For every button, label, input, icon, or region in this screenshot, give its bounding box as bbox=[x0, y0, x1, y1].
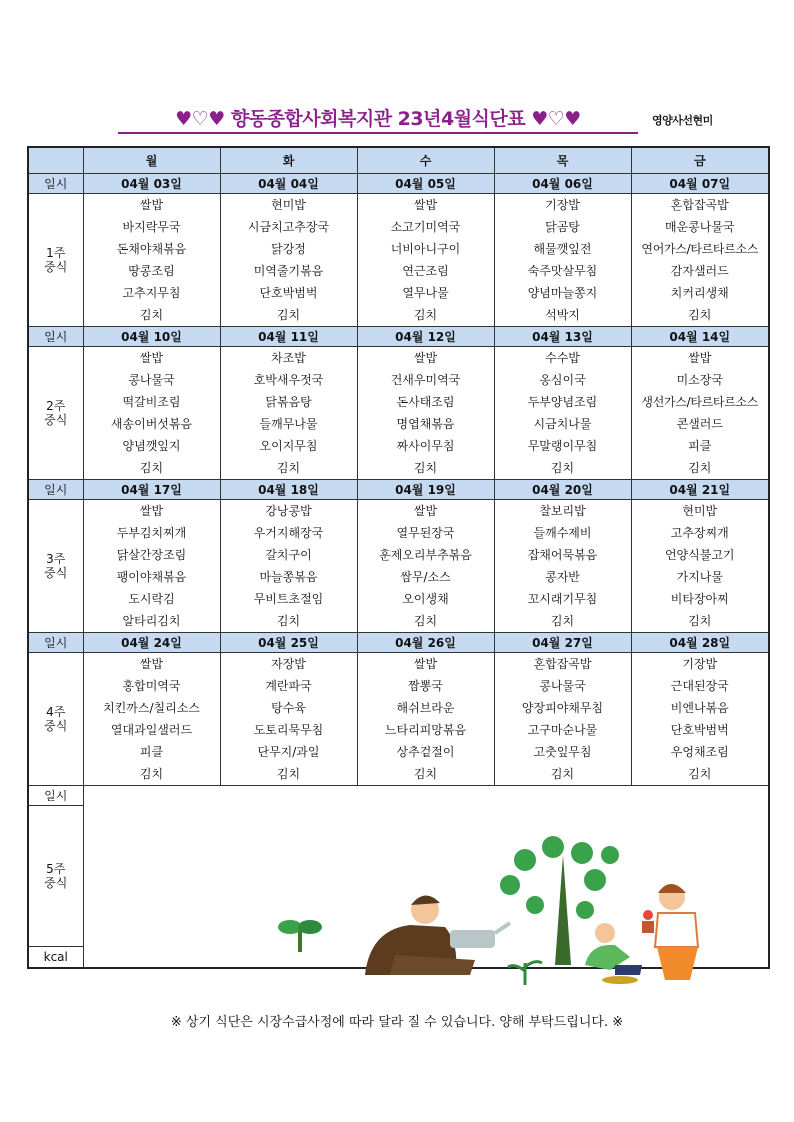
menu-item: 가지나물 bbox=[631, 566, 769, 588]
menu-item: 잡채어묵볶음 bbox=[494, 544, 631, 566]
menu-item: 닭곰탕 bbox=[494, 216, 631, 238]
menu-item: 옹심이국 bbox=[494, 369, 631, 391]
footer-note: ※ 상기 식단은 시장수급사정에 따라 달라 질 수 있습니다. 양해 부탁드립니다. ※ bbox=[170, 1015, 624, 1030]
menu-item: 미소장국 bbox=[631, 369, 769, 391]
kcal-label: kcal bbox=[28, 947, 83, 969]
menu-item: 열대과일샐러드 bbox=[83, 719, 220, 741]
menu-item: 김치 bbox=[83, 763, 220, 786]
menu-row bbox=[28, 238, 769, 260]
menu-item: 열무나물 bbox=[357, 282, 494, 304]
small-tree-leaf-right bbox=[298, 920, 322, 934]
menu-item: 무말랭이무침 bbox=[494, 435, 631, 457]
menu-item: 팽이야채볶음 bbox=[83, 566, 220, 588]
menu-item: 바지락무국 bbox=[83, 216, 220, 238]
menu-row bbox=[28, 282, 769, 304]
menu-item: 건새우미역국 bbox=[357, 369, 494, 391]
date-thu: 04월 27일 bbox=[494, 633, 631, 653]
menu-item: 쌀밥 bbox=[357, 653, 494, 676]
week5-label-line2: 중식 bbox=[44, 876, 68, 890]
menu-item: 우거지해장국 bbox=[220, 522, 357, 544]
menu-item: 자장밥 bbox=[220, 653, 357, 676]
menu-item: 단호박범벅 bbox=[220, 282, 357, 304]
flower bbox=[643, 910, 653, 920]
flower-pot bbox=[642, 921, 654, 933]
date-thu: 04월 13일 bbox=[494, 327, 631, 347]
author-name: 영양사선현미 bbox=[652, 114, 713, 127]
date-mon: 04월 24일 bbox=[83, 633, 220, 653]
menu-item: 짜사이무침 bbox=[357, 435, 494, 457]
menu-item: 단무지/과일 bbox=[220, 741, 357, 763]
menu-item: 김치 bbox=[631, 304, 769, 327]
menu-item: 알타리김치 bbox=[83, 610, 220, 633]
menu-item: 김치 bbox=[357, 457, 494, 480]
menu-item: 마늘쫑볶음 bbox=[220, 566, 357, 588]
menu-row bbox=[28, 675, 769, 697]
menu-item: 근대된장국 bbox=[631, 675, 769, 697]
menu-item: 무비트초절임 bbox=[220, 588, 357, 610]
menu-item: 돈사태조림 bbox=[357, 391, 494, 413]
menu-item: 단호박범벅 bbox=[631, 719, 769, 741]
soil-patch bbox=[602, 976, 638, 984]
week3-date-row bbox=[28, 480, 769, 500]
menu-item: 비타장아찌 bbox=[631, 588, 769, 610]
date-mon: 04월 17일 bbox=[83, 480, 220, 500]
menu-item: 꼬시래기무침 bbox=[494, 588, 631, 610]
menu-item: 시금치고추장국 bbox=[220, 216, 357, 238]
menu-item: 언양식불고기 bbox=[631, 544, 769, 566]
date-fri: 04월 21일 bbox=[631, 480, 769, 500]
menu-item: 김치 bbox=[357, 304, 494, 327]
header-day-thu: 목 bbox=[494, 147, 631, 174]
week-label bbox=[28, 347, 83, 480]
menu-item: 미역줄기볶음 bbox=[220, 260, 357, 282]
menu-item: 오이지무침 bbox=[220, 435, 357, 457]
week-label bbox=[28, 653, 83, 786]
menu-item: 치킨까스/칠리소스 bbox=[83, 697, 220, 719]
menu-item: 고추장찌개 bbox=[631, 522, 769, 544]
date-wed: 04월 26일 bbox=[357, 633, 494, 653]
date-tue: 04월 04일 bbox=[220, 174, 357, 194]
menu-row bbox=[28, 741, 769, 763]
menu-item: 김치 bbox=[83, 457, 220, 480]
date-fri: 04월 07일 bbox=[631, 174, 769, 194]
header-day-wed: 수 bbox=[357, 147, 494, 174]
week-label-line2: 중식 bbox=[44, 260, 68, 274]
menu-item: 소고기미역국 bbox=[357, 216, 494, 238]
header-day-fri: 금 bbox=[631, 147, 769, 174]
man-legs bbox=[390, 955, 475, 975]
menu-item: 열무된장국 bbox=[357, 522, 494, 544]
menu-row bbox=[28, 391, 769, 413]
menu-item: 새송이버섯볶음 bbox=[83, 413, 220, 435]
menu-item: 생선가스/타르타르소스 bbox=[631, 391, 769, 413]
hearts-right: ♥♡♥ bbox=[531, 108, 581, 130]
week-label-line2: 중식 bbox=[44, 413, 68, 427]
header-day-tue: 화 bbox=[220, 147, 357, 174]
menu-item: 양념깻잎지 bbox=[83, 435, 220, 457]
menu-item: 호박새우젓국 bbox=[220, 369, 357, 391]
menu-item: 숙주맛살무침 bbox=[494, 260, 631, 282]
date-thu: 04월 20일 bbox=[494, 480, 631, 500]
woman-pants bbox=[657, 947, 698, 980]
menu-item: 시금치나물 bbox=[494, 413, 631, 435]
date-wed: 04월 19일 bbox=[357, 480, 494, 500]
menu-item: 탕수육 bbox=[220, 697, 357, 719]
menu-item: 차조밥 bbox=[220, 347, 357, 370]
menu-item: 비엔나볶음 bbox=[631, 697, 769, 719]
date-thu: 04월 06일 bbox=[494, 174, 631, 194]
menu-item: 들깨무나물 bbox=[220, 413, 357, 435]
menu-item: 혼합잡곡밥 bbox=[631, 194, 769, 217]
sprout bbox=[508, 962, 542, 985]
menu-item: 기장밥 bbox=[494, 194, 631, 217]
menu-item: 너비아니구이 bbox=[357, 238, 494, 260]
menu-row bbox=[28, 544, 769, 566]
menu-item: 김치 bbox=[631, 610, 769, 633]
week-label-line2: 중식 bbox=[44, 719, 68, 733]
menu-row bbox=[28, 347, 769, 370]
menu-item: 김치 bbox=[494, 457, 631, 480]
date-row-label: 일시 bbox=[28, 480, 83, 500]
menu-item: 닭살간장조림 bbox=[83, 544, 220, 566]
menu-item: 김치 bbox=[220, 610, 357, 633]
child-legs bbox=[615, 965, 642, 975]
menu-item: 해물깻잎전 bbox=[494, 238, 631, 260]
menu-row bbox=[28, 500, 769, 523]
title-text: 향동종합사회복지관 23년4월식단표 bbox=[230, 108, 526, 130]
menu-row bbox=[28, 194, 769, 217]
menu-item: 수수밥 bbox=[494, 347, 631, 370]
menu-item: 상추겉절이 bbox=[357, 741, 494, 763]
menu-item: 두부김치찌개 bbox=[83, 522, 220, 544]
week1-date-row bbox=[28, 174, 769, 194]
menu-item: 콩나물국 bbox=[83, 369, 220, 391]
menu-item: 연근조림 bbox=[357, 260, 494, 282]
menu-item: 쌀밥 bbox=[357, 500, 494, 523]
menu-item: 해쉬브라운 bbox=[357, 697, 494, 719]
menu-item: 김치 bbox=[220, 304, 357, 327]
menu-item: 김치 bbox=[494, 763, 631, 786]
menu-row bbox=[28, 653, 769, 676]
date-mon: 04월 10일 bbox=[83, 327, 220, 347]
menu-row bbox=[28, 304, 769, 327]
menu-item: 도토리묵무침 bbox=[220, 719, 357, 741]
menu-item: 훈제오리부추볶음 bbox=[357, 544, 494, 566]
menu-row bbox=[28, 435, 769, 457]
menu-item: 고추지무침 bbox=[83, 282, 220, 304]
menu-item: 우엉채조림 bbox=[631, 741, 769, 763]
week2-date-row bbox=[28, 327, 769, 347]
menu-item: 김치 bbox=[220, 763, 357, 786]
menu-item: 계란파국 bbox=[220, 675, 357, 697]
week5-label-line1: 5주 bbox=[46, 862, 66, 876]
child-head bbox=[595, 923, 615, 943]
menu-item: 쌀밥 bbox=[83, 500, 220, 523]
date-fri: 04월 28일 bbox=[631, 633, 769, 653]
menu-item: 도시락김 bbox=[83, 588, 220, 610]
small-tree-trunk bbox=[298, 930, 302, 952]
menu-item: 고구마순나물 bbox=[494, 719, 631, 741]
menu-row bbox=[28, 588, 769, 610]
menu-item: 현미밥 bbox=[631, 500, 769, 523]
week-label bbox=[28, 500, 83, 633]
hearts-left: ♥♡♥ bbox=[175, 108, 225, 130]
menu-item: 찰보리밥 bbox=[494, 500, 631, 523]
menu-item: 혼합잡곡밥 bbox=[494, 653, 631, 676]
date-row-label: 일시 bbox=[28, 633, 83, 653]
menu-item: 김치 bbox=[631, 763, 769, 786]
watering-can bbox=[450, 930, 495, 948]
date-tue: 04월 18일 bbox=[220, 480, 357, 500]
menu-item: 양념마늘쫑지 bbox=[494, 282, 631, 304]
menu-item: 기장밥 bbox=[631, 653, 769, 676]
menu-item: 현미밥 bbox=[220, 194, 357, 217]
menu-item: 쌀밥 bbox=[83, 347, 220, 370]
page-title bbox=[118, 104, 638, 134]
menu-item: 강낭콩밥 bbox=[220, 500, 357, 523]
week5-label bbox=[28, 806, 83, 947]
menu-item: 고춧잎무침 bbox=[494, 741, 631, 763]
menu-item: 쌀밥 bbox=[83, 653, 220, 676]
menu-item: 짬뽕국 bbox=[357, 675, 494, 697]
header-blank bbox=[28, 147, 83, 174]
menu-item: 치커리생채 bbox=[631, 282, 769, 304]
menu-item: 피클 bbox=[83, 741, 220, 763]
week-label-line1: 4주 bbox=[46, 705, 66, 719]
menu-item: 돈채야채볶음 bbox=[83, 238, 220, 260]
week-label-line1: 1주 bbox=[46, 246, 66, 260]
menu-item: 갈치구이 bbox=[220, 544, 357, 566]
menu-item: 콩나물국 bbox=[494, 675, 631, 697]
menu-row bbox=[28, 522, 769, 544]
date-tue: 04월 25일 bbox=[220, 633, 357, 653]
week5-date-row bbox=[28, 786, 769, 806]
menu-item: 닭볶음탕 bbox=[220, 391, 357, 413]
menu-body bbox=[28, 174, 769, 786]
menu-item: 쌀밥 bbox=[631, 347, 769, 370]
menu-item: 양장피야채무침 bbox=[494, 697, 631, 719]
menu-item: 들깨수제비 bbox=[494, 522, 631, 544]
menu-item: 땅콩조림 bbox=[83, 260, 220, 282]
menu-item: 명엽채볶음 bbox=[357, 413, 494, 435]
menu-item: 피클 bbox=[631, 435, 769, 457]
menu-row bbox=[28, 610, 769, 633]
header-row bbox=[28, 147, 769, 174]
menu-row bbox=[28, 697, 769, 719]
date-wed: 04월 05일 bbox=[357, 174, 494, 194]
menu-row bbox=[28, 763, 769, 786]
menu-item: 김치 bbox=[631, 457, 769, 480]
menu-item: 김치 bbox=[494, 610, 631, 633]
header-day-mon: 월 bbox=[83, 147, 220, 174]
menu-item: 홍합미역국 bbox=[83, 675, 220, 697]
menu-item: 쌀밥 bbox=[83, 194, 220, 217]
menu-item: 김치 bbox=[220, 457, 357, 480]
week4-date-row bbox=[28, 633, 769, 653]
menu-row bbox=[28, 457, 769, 480]
menu-item: 김치 bbox=[357, 610, 494, 633]
menu-item: 쌈무/소스 bbox=[357, 566, 494, 588]
menu-item: 쌀밥 bbox=[357, 347, 494, 370]
menu-item: 오이생채 bbox=[357, 588, 494, 610]
menu-item: 석박지 bbox=[494, 304, 631, 327]
menu-item: 콩자반 bbox=[494, 566, 631, 588]
menu-row bbox=[28, 719, 769, 741]
week-label-line2: 중식 bbox=[44, 566, 68, 580]
menu-row bbox=[28, 369, 769, 391]
menu-row bbox=[28, 413, 769, 435]
week-label-line1: 3주 bbox=[46, 552, 66, 566]
menu-item: 연어가스/타르타르소스 bbox=[631, 238, 769, 260]
menu-item: 감자샐러드 bbox=[631, 260, 769, 282]
date-row-label: 일시 bbox=[28, 327, 83, 347]
menu-item: 쌀밥 bbox=[357, 194, 494, 217]
date-fri: 04월 14일 bbox=[631, 327, 769, 347]
big-tree-trunk bbox=[555, 855, 571, 965]
menu-item: 닭강정 bbox=[220, 238, 357, 260]
week-label-line1: 2주 bbox=[46, 399, 66, 413]
watering-can-spout bbox=[495, 923, 510, 933]
menu-item: 매운콩나물국 bbox=[631, 216, 769, 238]
menu-item: 김치 bbox=[357, 763, 494, 786]
gardening-family-illustration bbox=[270, 835, 770, 995]
menu-item: 두부양념조림 bbox=[494, 391, 631, 413]
date-wed: 04월 12일 bbox=[357, 327, 494, 347]
menu-row bbox=[28, 216, 769, 238]
menu-item: 떡갈비조림 bbox=[83, 391, 220, 413]
week5-date-label: 일시 bbox=[28, 786, 83, 806]
menu-item: 콘샐러드 bbox=[631, 413, 769, 435]
date-row-label: 일시 bbox=[28, 174, 83, 194]
date-tue: 04월 11일 bbox=[220, 327, 357, 347]
menu-row bbox=[28, 566, 769, 588]
week-label bbox=[28, 194, 83, 327]
menu-item: 느타리피망볶음 bbox=[357, 719, 494, 741]
date-mon: 04월 03일 bbox=[83, 174, 220, 194]
menu-item: 김치 bbox=[83, 304, 220, 327]
woman-body bbox=[655, 913, 698, 947]
menu-row bbox=[28, 260, 769, 282]
